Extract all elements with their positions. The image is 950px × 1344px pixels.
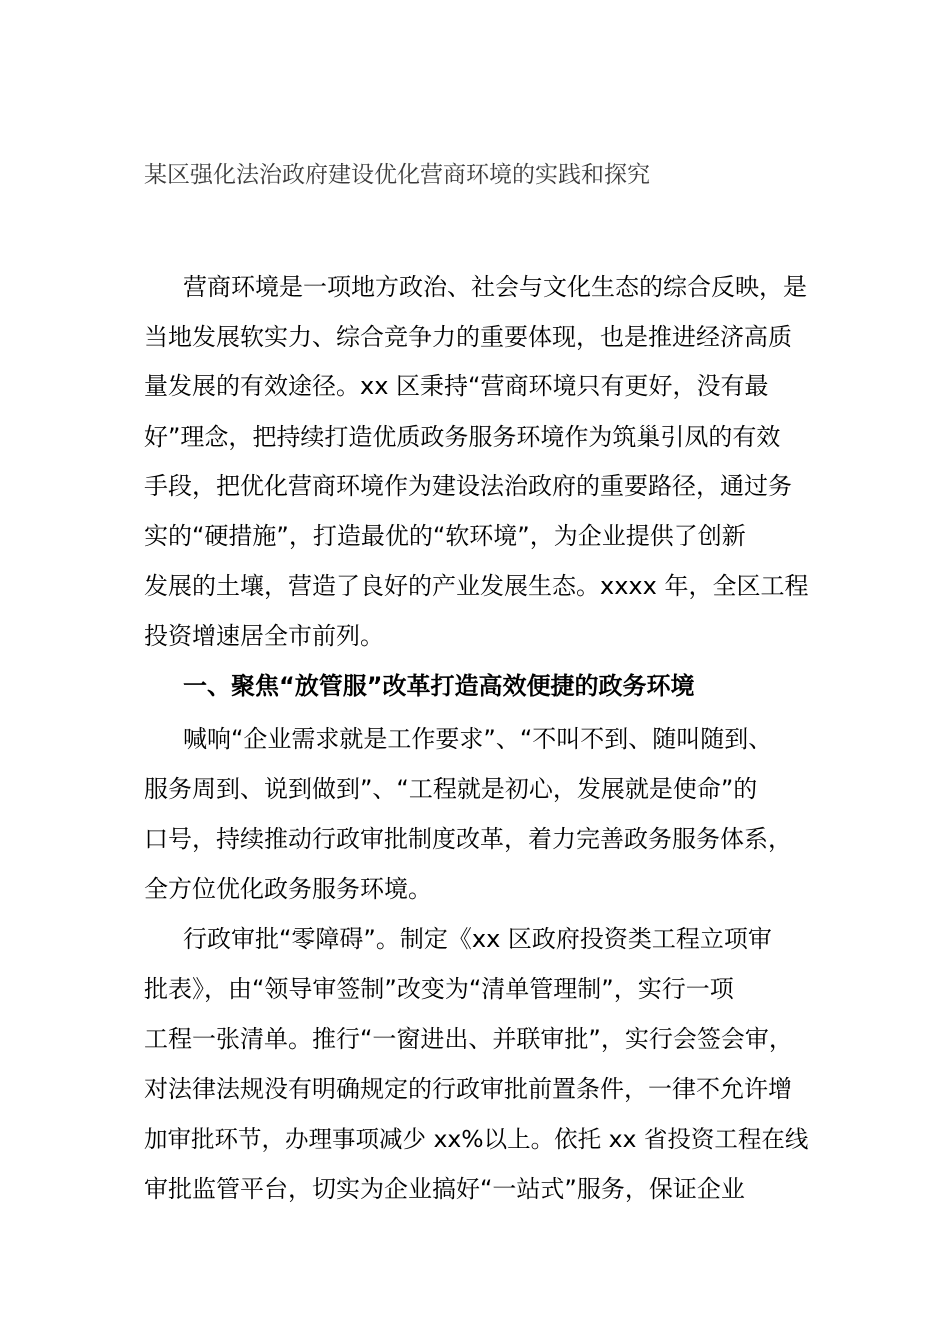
paragraph-line: 服务周到、说到做到”、“工程就是初心，发展就是使命”的	[144, 775, 758, 803]
paragraph-line: 实的“硬措施”，打造最优的“软环境”，为企业提供了创新	[144, 522, 746, 550]
paragraph-line: 行政审批“零障碍”。制定《xx 区政府投资类工程立项审	[183, 925, 772, 953]
paragraph-line: 加审批环节，办理事项减少 xx%以上。依托 xx 省投资工程在线	[144, 1125, 809, 1153]
paragraph-line: 全方位优化政务服务环境。	[144, 875, 432, 903]
paragraph-line: 批表》，由“领导审签制”改变为“清单管理制”，实行一项	[144, 975, 734, 1003]
paragraph-line: 好”理念，把持续打造优质政务服务环境作为筑巢引凤的有效	[144, 423, 781, 451]
paragraph-line: 对法律法规没有明确规定的行政审批前置条件，一律不允许增	[144, 1075, 792, 1103]
paragraph-line: 发展的土壤，营造了良好的产业发展生态。xxxx 年，全区工程	[144, 572, 809, 600]
section-heading: 一、聚焦“放管服”改革打造高效便捷的政务环境	[183, 672, 695, 700]
paragraph-line: 口号，持续推动行政审批制度改革，着力完善政务服务体系，	[144, 825, 792, 853]
paragraph-line: 喊响“企业需求就是工作要求”、“不叫不到、随叫随到、	[183, 725, 773, 753]
paragraph-line: 工程一张清单。推行“一窗进出、并联审批”，实行会签会审，	[144, 1025, 793, 1053]
document-title: 某区强化法治政府建设优化营商环境的实践和探究	[144, 162, 650, 188]
paragraph-line: 量发展的有效途径。xx 区秉持“营商环境只有更好，没有最	[144, 372, 769, 400]
paragraph-line: 手段，把优化营商环境作为建设法治政府的重要路径，通过务	[144, 472, 792, 500]
paragraph-line: 营商环境是一项地方政治、社会与文化生态的综合反映，是	[183, 273, 807, 301]
paragraph-line: 审批监管平台，切实为企业搞好“一站式”服务，保证企业	[144, 1175, 745, 1203]
paragraph-line: 投资增速居全市前列。	[144, 622, 384, 650]
paragraph-line: 当地发展软实力、综合竞争力的重要体现，也是推进经济高质	[144, 323, 792, 351]
